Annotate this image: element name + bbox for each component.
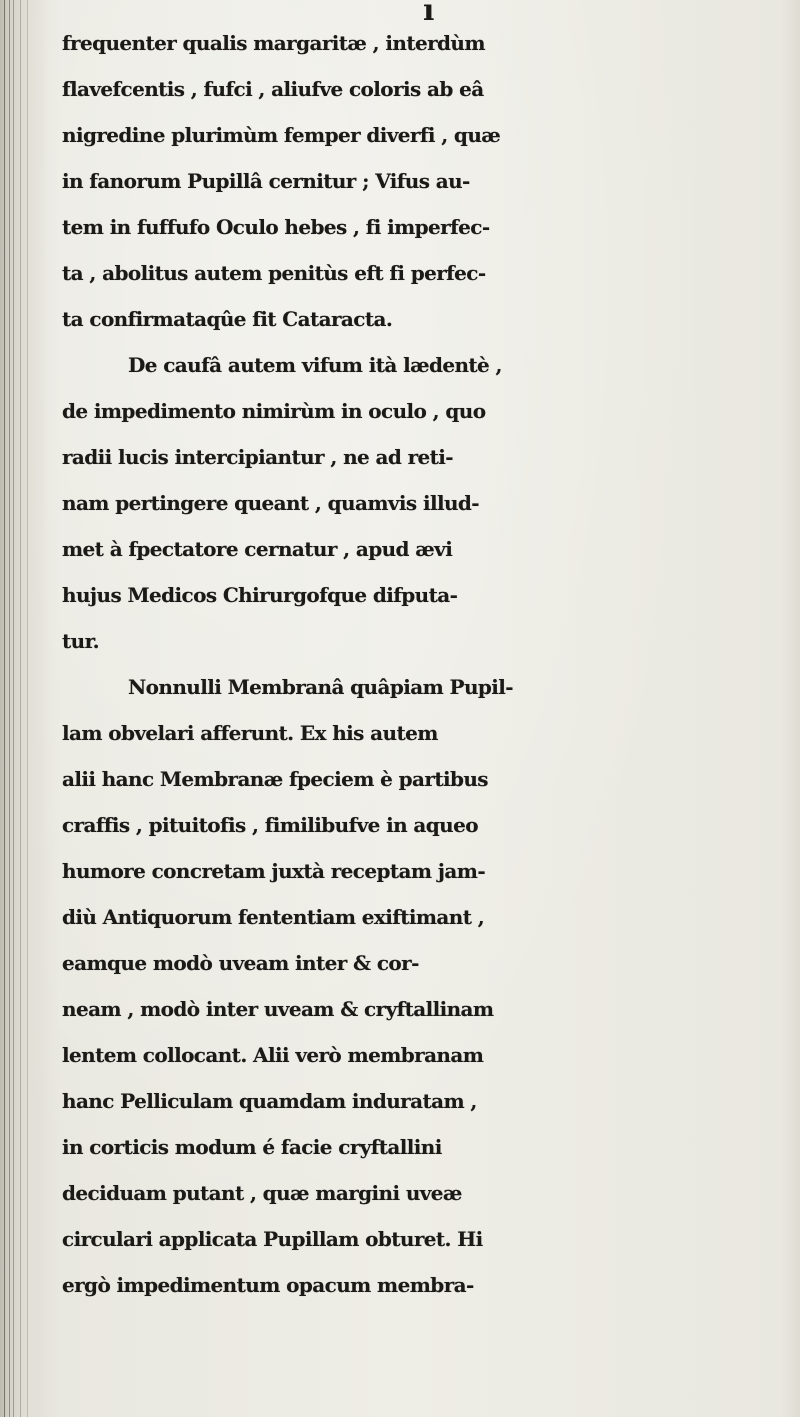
body-text [62, 20, 800, 1308]
page-gutter [0, 0, 48, 1417]
gutter-edge-line [27, 0, 28, 1417]
text-line: circulari applicata Pupillam obturet. Hi [62, 1227, 483, 1251]
text-line: ta confirmataqûe fit Cataracta. [62, 307, 393, 331]
text-line: neam , modò inter uveam & cryftallinam [62, 997, 494, 1021]
gutter-edge-line [9, 0, 10, 1417]
text-line: lentem collocant. Alii verò membranam [62, 1043, 484, 1067]
text-line: in corticis modum é facie cryftallini [62, 1135, 442, 1159]
gutter-edge-line [4, 0, 5, 1417]
text-line: humore concretam juxtà receptam jam- [62, 859, 486, 883]
gutter-edge-line [20, 0, 21, 1417]
text-line: nam pertingere queant , quamvis illud- [62, 491, 479, 515]
text-line: met à fpectatore cernatur , apud ævi [62, 537, 453, 561]
text-line: ergò impedimentum opacum membra- [62, 1273, 474, 1297]
text-line: tur. [62, 629, 100, 653]
text-line: hanc Pelliculam quamdam induratam , [62, 1089, 477, 1113]
text-line: ta , abolitus autem penitùs eft fi perfec- [62, 261, 486, 285]
text-line: de impedimento nimirùm in oculo , quo [62, 399, 486, 423]
text-line: De caufâ autem vifum ità lædentè , [128, 353, 502, 377]
text-line: frequenter qualis margaritæ , interdùm [62, 31, 485, 55]
text-line: tem in fuffufo Oculo hebes , fi imperfec- [62, 215, 490, 239]
text-line: craffis , pituitofis , fimilibufve in aqueo [62, 813, 478, 837]
text-line: hujus Medicos Chirurgofque difputa- [62, 583, 458, 607]
text-line: nigredine plurimùm femper diverfi , quæ [62, 123, 501, 147]
text-line: alii hanc Membranæ fpeciem è partibus [62, 767, 488, 791]
text-line: lam obvelari afferunt. Ex his autem [62, 721, 438, 745]
top-print-mark: ı [423, 0, 435, 28]
text-line: in fanorum Pupillâ cernitur ; Vifus au- [62, 169, 470, 193]
text-line: diù Antiquorum fententiam exiftimant , [62, 905, 485, 929]
text-line: radii lucis intercipiantur , ne ad reti- [62, 445, 454, 469]
text-line: eamque modò uveam inter & cor- [62, 951, 419, 975]
text-line: flavefcentis , fufci , aliufve coloris ab eâ [62, 77, 484, 101]
text-line: Nonnulli Membranâ quâpiam Pupil- [128, 675, 513, 699]
gutter-edge-line [13, 0, 14, 1417]
text-line: deciduam putant , quæ margini uveæ [62, 1181, 462, 1205]
